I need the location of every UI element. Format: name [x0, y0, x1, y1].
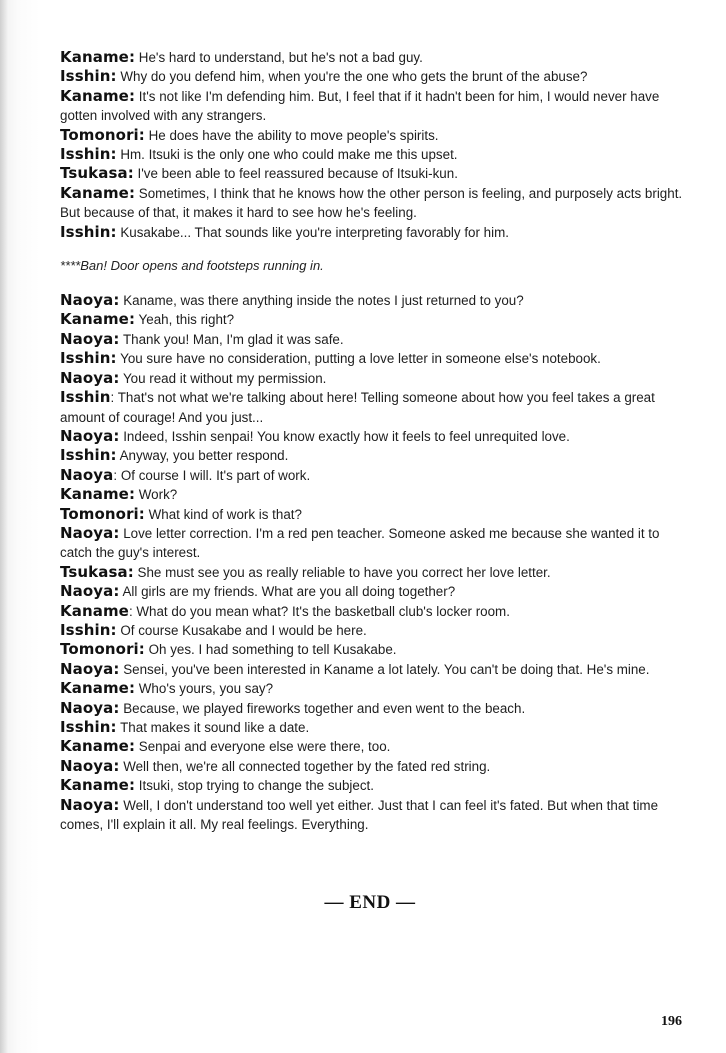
speaker-name: Naoya:: [60, 795, 120, 814]
speaker-name: Tomonori:: [60, 640, 145, 659]
dialogue-text: Indeed, Isshin senpai! You know exactly how it feels to feel unrequited love.: [119, 428, 570, 444]
dialogue-line: [60, 640, 688, 659]
dialogue-line: [60, 485, 688, 504]
dialogue-text: That makes it sound like a date.: [116, 720, 310, 735]
speaker-name: Naoya:: [60, 291, 120, 310]
dialogue-text: You sure have no consideration, putting a love letter in someone else's notebook.: [116, 351, 601, 367]
page-number: 196: [661, 1014, 682, 1029]
dialogue-text: Who's yours, you say?: [135, 681, 274, 697]
end-marker: — END —: [324, 892, 416, 913]
dialogue-text: He's hard to understand, but he's not a bad guy.: [135, 50, 423, 65]
speaker-name: Isshin:: [60, 67, 117, 86]
dialogue-text: Sensei, you've been interested in Kaname a lot lately. You can't be doing that. He's mine.: [119, 661, 650, 677]
dialogue-text: Sometimes, I think that he knows how the other person is feeling, and purposely acts bright. But because of that, it makes it hard to see how he's feeling.: [60, 185, 683, 221]
dialogue-line: [60, 660, 688, 679]
dialogue-line: [60, 87, 688, 126]
dialogue-text: Anyway, you better respond.: [116, 448, 289, 464]
speaker-name: Isshin:: [60, 145, 117, 164]
dialogue-bottom-section: [60, 291, 688, 834]
dialogue-line: [60, 505, 688, 524]
dialogue-text: What kind of work is that?: [144, 506, 302, 522]
dialogue-line: [60, 184, 688, 223]
dialogue-text: I've been able to feel reassured because of Itsuki-kun.: [133, 166, 458, 182]
speaker-name: Tomonori:: [60, 504, 145, 523]
dialogue-line: [60, 679, 688, 698]
speaker-name: Isshin:: [60, 620, 117, 639]
speaker-name: Naoya:: [60, 756, 120, 775]
dialogue-line: [60, 145, 688, 164]
dialogue-text: Of course Kusakabe and I would be here.: [116, 622, 367, 638]
dialogue-line: [60, 796, 688, 835]
dialogue-line: [60, 48, 688, 67]
speaker-name: Naoya:: [60, 329, 120, 348]
dialogue-line: [60, 126, 688, 145]
dialogue-line: [60, 718, 688, 737]
dialogue-line: [60, 757, 688, 776]
dialogue-line: [60, 776, 688, 795]
dialogue-line: [60, 524, 688, 563]
speaker-name: Tsukasa:: [60, 562, 134, 581]
speaker-name: Tomonori:: [60, 125, 145, 144]
dialogue-text: Well then, we're all connected together by the fated red string.: [119, 758, 491, 774]
speaker-name: Naoya:: [60, 426, 120, 445]
dialogue-line: [60, 164, 688, 183]
speaker-name: Kaname:: [60, 485, 136, 504]
speaker-name: Kaname:: [60, 776, 136, 795]
dialogue-text: It's not like I'm defending him. But, I feel that if it hadn't been for him, I would never have gotten involved with any strangers.: [60, 88, 660, 124]
speaker-name: Kaname:: [60, 679, 136, 698]
dialogue-line: [60, 330, 688, 349]
dialogue-text: He does have the ability to move people's spirits.: [144, 127, 439, 143]
speaker-name: Isshin:: [60, 222, 117, 241]
dialogue-text: Senpai and everyone else were there, too.: [135, 739, 391, 755]
dialogue-line: [60, 388, 688, 427]
dialogue-text: Well, I don't understand too well yet either. Just that I can feel it's fated. But when that time comes, I'll explain it all. My real feelings. Everything.: [60, 797, 659, 833]
speaker-name: Kaname:: [60, 310, 136, 329]
speaker-name: Isshin:: [60, 718, 117, 736]
dialogue-line: [60, 291, 688, 310]
dialogue-line: [60, 223, 688, 242]
dialogue-text: : That's not what we're talking about here! Telling someone about how you feel takes a great amount of courage! And you just...: [60, 390, 655, 425]
dialogue-line: [60, 349, 688, 368]
speaker-name: Naoya:: [60, 698, 120, 717]
speaker-name: Kaname:: [60, 48, 136, 66]
speaker-name: Naoya:: [60, 368, 120, 387]
speaker-name: Kaname:: [60, 183, 136, 202]
dialogue-line: [60, 563, 688, 582]
dialogue-line: [60, 427, 688, 446]
dialogue-line: [60, 737, 688, 756]
speaker-name: Tsukasa:: [60, 164, 134, 183]
speaker-name: Naoya:: [60, 582, 120, 601]
dialogue-text: Why do you defend him, when you're the one who gets the brunt of the abuse?: [116, 69, 588, 85]
dialogue-text: Because, we played fireworks together and even went to the beach.: [119, 700, 526, 716]
speaker-name: Kaname: [60, 601, 129, 620]
dialogue-text: : Of course I will. It's part of work.: [113, 467, 311, 483]
dialogue-text: Kusakabe... That sounds like you're interpreting favorably for him.: [116, 224, 509, 240]
stage-direction: ****Ban! Door opens and footsteps running in.: [60, 258, 324, 274]
speaker-name: Naoya:: [60, 523, 120, 542]
dialogue-line: [60, 446, 688, 465]
speaker-name: Naoya:: [60, 659, 120, 678]
speaker-name: Naoya: [60, 465, 114, 484]
speaker-name: Kaname:: [60, 737, 136, 756]
dialogue-text: She must see you as really reliable to have you correct her love letter.: [133, 564, 551, 580]
speaker-name: Isshin: [60, 388, 111, 407]
dialogue-text: Thank you! Man, I'm glad it was safe.: [119, 331, 344, 347]
speaker-name: Isshin:: [60, 446, 117, 465]
speaker-name: Kaname:: [60, 86, 136, 105]
dialogue-top-section: [60, 48, 688, 242]
dialogue-line: [60, 369, 688, 388]
dialogue-line: [60, 310, 688, 329]
dialogue-text: Yeah, this right?: [135, 312, 235, 328]
dialogue-line: [60, 699, 688, 718]
dialogue-line: [60, 67, 688, 86]
dialogue-text: Oh yes. I had something to tell Kusakabe.: [144, 642, 397, 658]
dialogue-text: All girls are my friends. What are you all doing together?: [119, 584, 456, 600]
dialogue-text: Love letter correction. I'm a red pen teacher. Someone asked me because she wanted it to catch the guy's interest.: [60, 525, 660, 561]
dialogue-text: You read it without my permission.: [119, 370, 327, 386]
dialogue-text: Hm. Itsuki is the only one who could make me this upset.: [116, 147, 458, 163]
dialogue-text: Work?: [135, 487, 178, 503]
dialogue-text: : What do you mean what? It's the basketball club's locker room.: [128, 603, 510, 619]
dialogue-line: [60, 466, 688, 485]
dialogue-line: [60, 602, 688, 621]
dialogue-text: Itsuki, stop trying to change the subject.: [135, 778, 374, 794]
dialogue-line: [60, 582, 688, 601]
dialogue-line: [60, 621, 688, 640]
dialogue-text: Kaname, was there anything inside the notes I just returned to you?: [119, 293, 524, 309]
dialogue-block: [60, 48, 688, 834]
speaker-name: Isshin:: [60, 349, 117, 368]
